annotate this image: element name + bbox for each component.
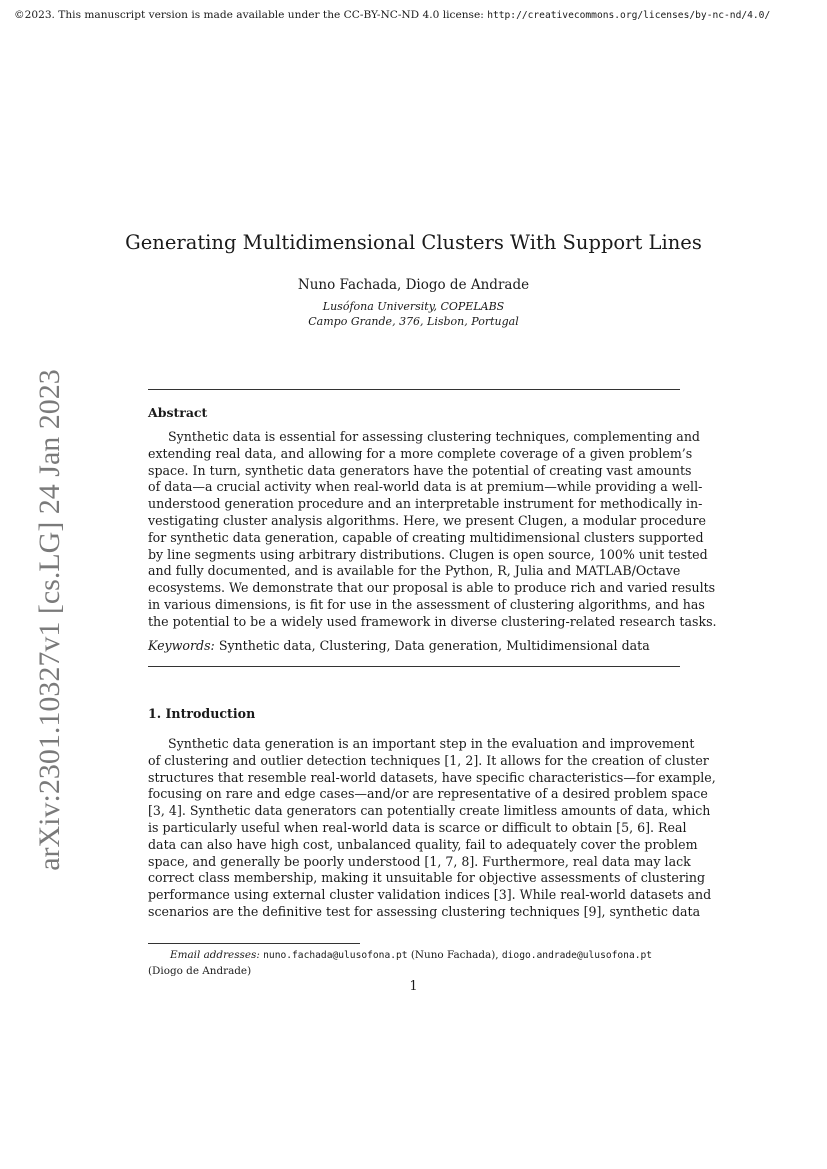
license-notice bbox=[14, 8, 817, 23]
footnote-name-2: (Diogo de Andrade) bbox=[148, 964, 252, 977]
keywords bbox=[148, 638, 650, 654]
abstract-bottom-rule bbox=[148, 666, 680, 667]
intro-line: is particularly useful when real-world data is scarce or difficult to obtain [5, 6]. Real bbox=[148, 819, 687, 835]
abstract-line: space. In turn, synthetic data generators have the potential of creating vast amounts bbox=[148, 462, 692, 478]
abstract-line: and fully documented, and is available for the Python, R, Julia and MATLAB/Octave bbox=[148, 563, 681, 579]
footnote bbox=[148, 948, 688, 978]
intro-line: focusing on rare and edge cases—and/or are representative of a desired problem space bbox=[148, 786, 708, 802]
abstract-line: vestigating cluster analysis algorithms. Here, we present Clugen, a modular procedure bbox=[148, 512, 706, 528]
email-author-1[interactable]: nuno.fachada@ulusofona.pt bbox=[263, 950, 408, 961]
email-author-2[interactable]: diogo.andrade@ulusofona.pt bbox=[501, 950, 653, 961]
intro-line: space, and generally be poorly understood [1, 7, 8]. Furthermore, real data may lack bbox=[148, 853, 691, 869]
abstract-body bbox=[148, 429, 717, 631]
introduction-body bbox=[148, 736, 716, 921]
abstract-line: Synthetic data is essential for assessing clustering techniques, complementing and bbox=[168, 429, 700, 444]
abstract-line: for synthetic data generation, capable of creating multidimensional clusters supported bbox=[148, 529, 704, 545]
intro-line: scenarios are the definitive test for assessing clustering techniques [9], synthetic data bbox=[148, 903, 701, 919]
license-url[interactable]: http://creativecommons.org/licenses/by-nc-nd/4.0/ bbox=[487, 10, 771, 21]
intro-line: performance using external cluster validation indices [3]. While real-world datasets and bbox=[148, 887, 712, 903]
keywords-text: Synthetic data, Clustering, Data generation, Multidimensional data bbox=[218, 638, 650, 653]
abstract-line: of data—a crucial activity when real-world data is at premium—while providing a well- bbox=[148, 479, 703, 495]
intro-line: structures that resemble real-world datasets, have specific characteristics—for example, bbox=[148, 769, 716, 785]
affiliation-line-2: Campo Grande, 376, Lisbon, Portugal bbox=[308, 315, 519, 328]
license-text: ©2023. This manuscript version is made available under the CC-BY-NC-ND 4.0 license: bbox=[14, 9, 488, 21]
section-heading-introduction: 1. Introduction bbox=[148, 706, 256, 721]
abstract-heading: Abstract bbox=[148, 405, 208, 420]
abstract-line: by line segments using arbitrary distributions. Clugen is open source, 100% unit tested bbox=[148, 546, 708, 562]
intro-line: correct class membership, making it unsuitable for objective assessments of clustering bbox=[148, 870, 706, 886]
footnote-label: Email addresses: bbox=[170, 949, 260, 961]
keywords-label: Keywords: bbox=[148, 638, 215, 653]
page-number: 1 bbox=[409, 978, 418, 993]
abstract-line: in various dimensions, is fit for use in the assessment of clustering algorithms, and has bbox=[148, 596, 705, 612]
abstract-top-rule bbox=[148, 389, 680, 390]
author-list: Nuno Fachada, Diogo de Andrade bbox=[297, 277, 530, 293]
paper-title: Generating Multidimensional Clusters With Support Lines bbox=[125, 231, 702, 254]
footnote-name-1: (Nuno Fachada), bbox=[407, 949, 502, 961]
intro-line: [3, 4]. Synthetic data generators can potentially create limitless amounts of data, which bbox=[148, 803, 711, 819]
abstract-line: ecosystems. We demonstrate that our proposal is able to produce rich and varied results bbox=[148, 580, 716, 596]
intro-line: Synthetic data generation is an important step in the evaluation and improvement bbox=[168, 736, 695, 751]
abstract-line: understood generation procedure and an interpretable instrument for methodically in- bbox=[148, 496, 703, 512]
affiliation-line-1: Lusófona University, COPELABS bbox=[322, 300, 505, 313]
arxiv-stamp: arXiv:2301.10327v1 [cs.LG] 24 Jan 2023 bbox=[33, 369, 66, 871]
abstract-line: the potential to be a widely used framework in diverse clustering-related research tasks. bbox=[148, 613, 717, 629]
intro-line: of clustering and outlier detection techniques [1, 2]. It allows for the creation of cluster bbox=[148, 752, 709, 768]
abstract-line: extending real data, and allowing for a more complete coverage of a given problem’s bbox=[148, 445, 693, 461]
intro-line: data can also have high cost, unbalanced quality, fail to adequately cover the problem bbox=[148, 836, 698, 852]
footnote-rule bbox=[148, 943, 360, 944]
